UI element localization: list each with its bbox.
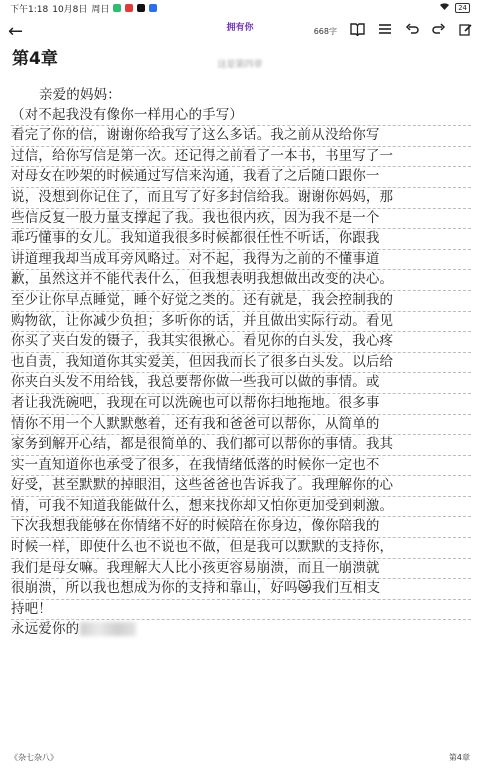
body-line: 我们是母女嘛。我理解大人比小孩更容易崩溃，而且一崩溃就 (11, 559, 471, 580)
body-line: 看完了你的信，谢谢你给我写了这么多话。我之前从没给你写 (11, 126, 471, 147)
body-line: 乖巧懂事的女儿。我知道我很多时候都很任性不听话，你跟我 (11, 229, 471, 250)
book-icon[interactable] (350, 23, 365, 40)
body-line: 些信反复一股力量支撑起了我。我也很内疚，因为我不是一个 (11, 209, 471, 230)
body-line: 情你不用一个人默默憋着，还有我和爸爸可以帮你，从简单的 (11, 415, 471, 436)
battery-level: 24 (458, 4, 467, 12)
status-date: 10月8日 (52, 4, 88, 15)
blurred-name (80, 622, 136, 636)
edit-icon[interactable] (459, 23, 472, 40)
paren-note: （对不起我没有像你一样用心的手写） (11, 106, 471, 127)
wechat-icon (113, 4, 121, 12)
body-line: 好受，甚至默默的掉眼泪，这些爸爸也告诉我了。我理解你的心 (11, 476, 471, 497)
body-line: 持吧！ (11, 600, 471, 621)
body-line: 下次我想我能够在你情绪不好的时候陪在你身边，像你陪我的 (11, 517, 471, 538)
word-count: 668字 (313, 26, 337, 36)
body-line: 歉，虽然这并不能代表什么，但我想表明我想做出改变的决心。 (11, 270, 471, 291)
tiktok-icon (137, 4, 145, 12)
body-line: 至少让你早点睡觉，睡个好觉之类的。还有就是，我会控制我的 (11, 291, 471, 312)
body-line: 你夹白头发不用给钱，我总要帮你做一些我可以做的事情。或 (11, 373, 471, 394)
blurred-subtitle: 这是第四章 (217, 60, 263, 70)
body-line: 也自责，我知道你其实爱美，但因我而长了很多白头发。以后给 (11, 353, 471, 374)
body-line: 很崩溃，所以我也想成为你的支持和靠山，好吗😿我们互相支 (11, 579, 471, 600)
body-line: 购物欲，让你减少负担；多听你的话，并且做出实际行动。看见 (11, 312, 471, 333)
greeting: 亲爱的妈妈： (39, 87, 121, 103)
battery-icon (455, 3, 470, 13)
footer-chapter: 第4章 (448, 752, 470, 762)
body-line: 情，可我不知道我能做什么，想来找你却又怕你更加受到刺激。 (11, 497, 471, 518)
undo-icon[interactable] (405, 23, 419, 39)
menu-icon[interactable] (378, 23, 392, 39)
wifi-icon (439, 2, 450, 14)
body-line: 时候一样，即使什么也不说也不做，但是我可以默默的支持你， (11, 538, 471, 559)
signoff-text: 永远爱你的 (11, 621, 80, 638)
status-bar (0, 0, 480, 16)
app-icon (125, 4, 133, 12)
status-time: 下午1:18 (10, 4, 49, 15)
body-line: 过信，给你写信是第一次。还记得之前看了一本书，书里写了一 (11, 147, 471, 168)
status-weekday: 周日 (91, 4, 110, 15)
body-line: 对母女在吵架的时候通过写信来沟通，我看了之后随口跟你一 (11, 167, 471, 188)
chapter-title: 第4章 (12, 49, 58, 69)
body-line: 实一直知道你也承受了很多，在我情绪低落的时候你一定也不 (11, 456, 471, 477)
body-line: 者让我洗碗吧，我现在可以洗碗也可以帮你扫地拖地。很多事 (11, 394, 471, 415)
notification-icon (149, 4, 157, 12)
body-line: 说，没想到你记住了，而且写了好多封信给我。谢谢你妈妈，那 (11, 188, 471, 209)
footer-book-name: 《杂七杂八》 (10, 752, 58, 762)
back-arrow-icon[interactable]: ← (8, 20, 24, 42)
body-line: 讲道理我却当成耳旁风略过。对不起，我得为之前的不懂事道 (11, 250, 471, 271)
book-title: 拥有你 (226, 23, 254, 33)
redo-icon[interactable] (432, 23, 446, 39)
body-line: 家务到解开心结，都是很简单的、我们都可以帮你的事情。我其 (11, 435, 471, 456)
body-line: 你买了夹白发的镊子，我其实很揪心。看见你的白头发，我心疼 (11, 332, 471, 353)
signoff-line (11, 620, 471, 640)
page-footer (0, 746, 480, 768)
editor-toolbar (0, 18, 480, 44)
chapter-body[interactable] (11, 86, 471, 640)
